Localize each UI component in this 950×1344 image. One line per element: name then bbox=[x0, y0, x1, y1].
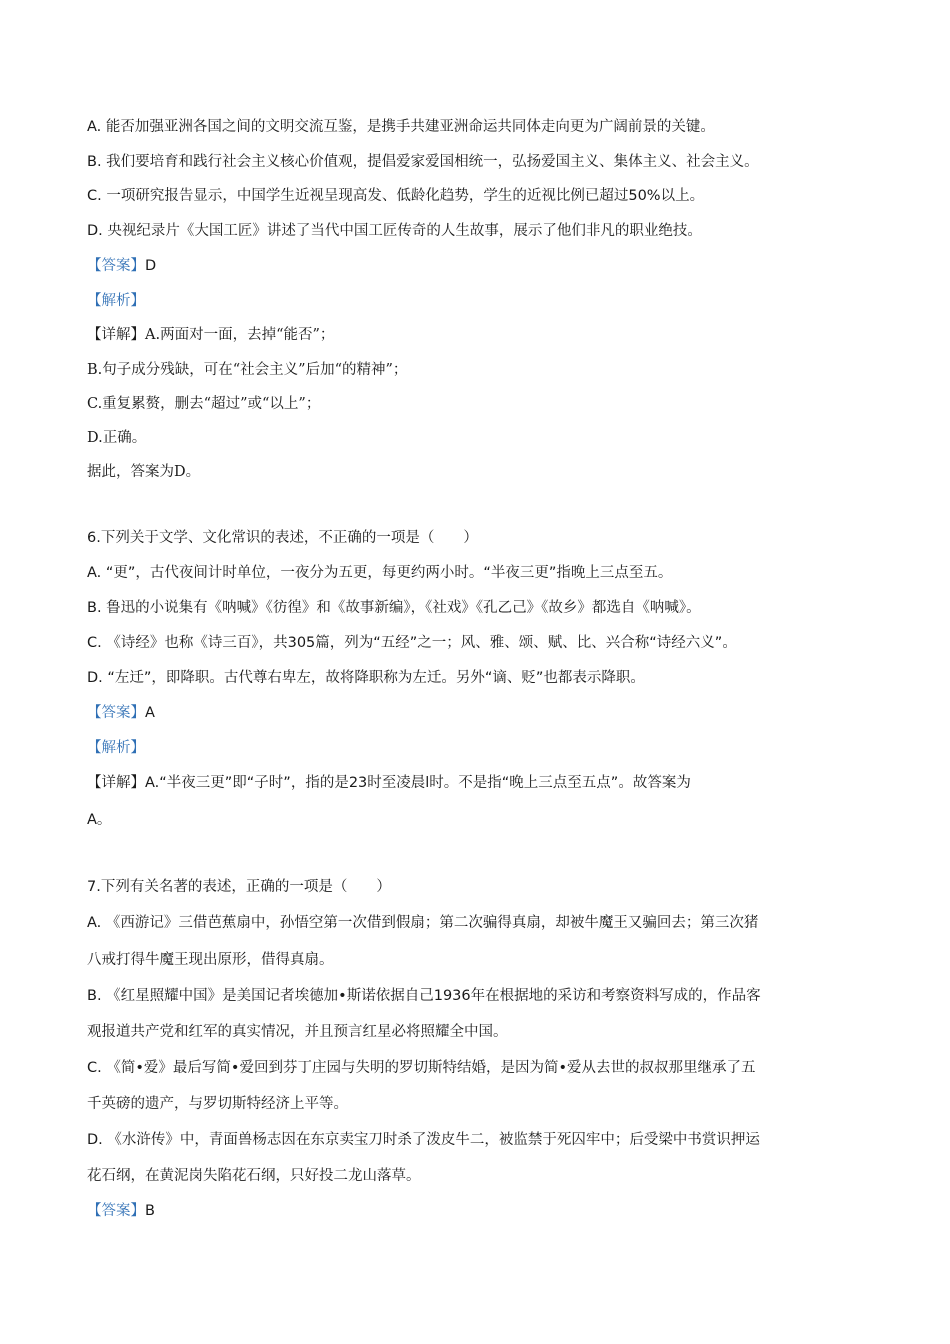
answer-value: B bbox=[145, 1203, 155, 1219]
q5-option-c: C. 一项研究报告显示，中国学生近视呈现高发、低龄化趋势，学生的近视比例已超过50%以上。 bbox=[87, 188, 705, 204]
q7-option-c-cont: 千英磅的遗产，与罗切斯特经济上平等。 bbox=[87, 1096, 348, 1112]
q6-option-d: D. “左迁”，即降职。古代尊右卑左，故将降职称为左迁。另外“谪、贬”也都表示降职。 bbox=[87, 670, 645, 686]
answer-tag: 【答案】 bbox=[87, 258, 145, 274]
q6-detail-line: 【详解】A.“半夜三更”即“子时”，指的是23时至凌晨l时。不是指“晚上三点至五点”。故答案为 bbox=[87, 775, 691, 791]
q7-question: 7.下列有关名著的表述，正确的一项是（ ） bbox=[87, 879, 391, 895]
q5-detail-line: C.重复累赘，删去“超过”或“以上”； bbox=[87, 396, 321, 412]
q6-option-c: C. 《诗经》也称《诗三百》，共305篇，列为“五经”之一；风、雅、颂、赋、比、兴合称“诗经六义”。 bbox=[87, 635, 737, 651]
q7-option-d: D. 《水浒传》中，青面兽杨志因在东京卖宝刀时杀了泼皮牛二，被监禁于死囚牢中；后受梁中书赏识押运 bbox=[87, 1132, 760, 1148]
q6-question: 6.下列关于文学、文化常识的表述，不正确的一项是（ ） bbox=[87, 530, 478, 546]
q7-option-b-cont: 观报道共产党和红军的真实情况，并且预言红星必将照耀全中国。 bbox=[87, 1024, 508, 1040]
q5-conclusion: 据此，答案为D。 bbox=[87, 464, 201, 480]
q6-option-a: A. “更”，古代夜间计时单位，一夜分为五更，每更约两小时。“半夜三更”指晚上三点至五。 bbox=[87, 565, 673, 581]
q5-detail-line: 【详解】A.两面对一面，去掉“能否”； bbox=[87, 327, 335, 343]
q7-option-a: A. 《西游记》三借芭蕉扇中，孙悟空第一次借到假扇；第二次骗得真扇，却被牛魔王又骗回去；第三次猪 bbox=[87, 915, 759, 931]
q6-detail-line: A。 bbox=[87, 812, 112, 828]
q5-option-a: A. 能否加强亚洲各国之间的文明交流互鉴，是携手共建亚洲命运共同体走向更为广阔前景的关键。 bbox=[87, 119, 715, 135]
q5-detail-line: D.正确。 bbox=[87, 430, 147, 446]
q7-option-a-cont: 八戒打得牛魔王现出原形，借得真扇。 bbox=[87, 952, 334, 968]
answer-value: D bbox=[145, 258, 157, 274]
q5-answer bbox=[87, 256, 156, 276]
q7-answer bbox=[87, 1201, 155, 1221]
q6-option-b: B. 鲁迅的小说集有《呐喊》《彷徨》和《故事新编》，《社戏》《孔乙己》《故乡》都选自《呐喊》。 bbox=[87, 600, 701, 616]
q5-option-b: B. 我们要培育和践行社会主义核心价值观，提倡爱家爱国相统一，弘扬爱国主义、集体主义、社会主义。 bbox=[87, 154, 759, 170]
q6-answer bbox=[87, 703, 155, 723]
q5-detail-line: B.句子成分残缺，可在“社会主义”后加“的精神”； bbox=[87, 362, 408, 378]
answer-tag: 【答案】 bbox=[87, 1203, 145, 1219]
q6-analysis-tag: 【解析】 bbox=[87, 740, 145, 756]
q7-option-c: C. 《简•爱》最后写简•爱回到芬丁庄园与失明的罗切斯特结婚，是因为简•爱从去世的叔叔那里继承了五 bbox=[87, 1060, 756, 1076]
q7-option-b: B. 《红星照耀中国》是美国记者埃德加•斯诺依据自己1936年在根据地的采访和考察资料写成的，作品客 bbox=[87, 988, 761, 1004]
answer-value: A bbox=[145, 705, 155, 721]
q5-option-d: D. 央视纪录片《大国工匠》讲述了当代中国工匠传奇的人生故事，展示了他们非凡的职业绝技。 bbox=[87, 223, 702, 239]
q7-option-d-cont: 花石纲，在黄泥岗失陷花石纲，只好投二龙山落草。 bbox=[87, 1168, 421, 1184]
q5-analysis-tag: 【解析】 bbox=[87, 293, 145, 309]
answer-tag: 【答案】 bbox=[87, 705, 145, 721]
